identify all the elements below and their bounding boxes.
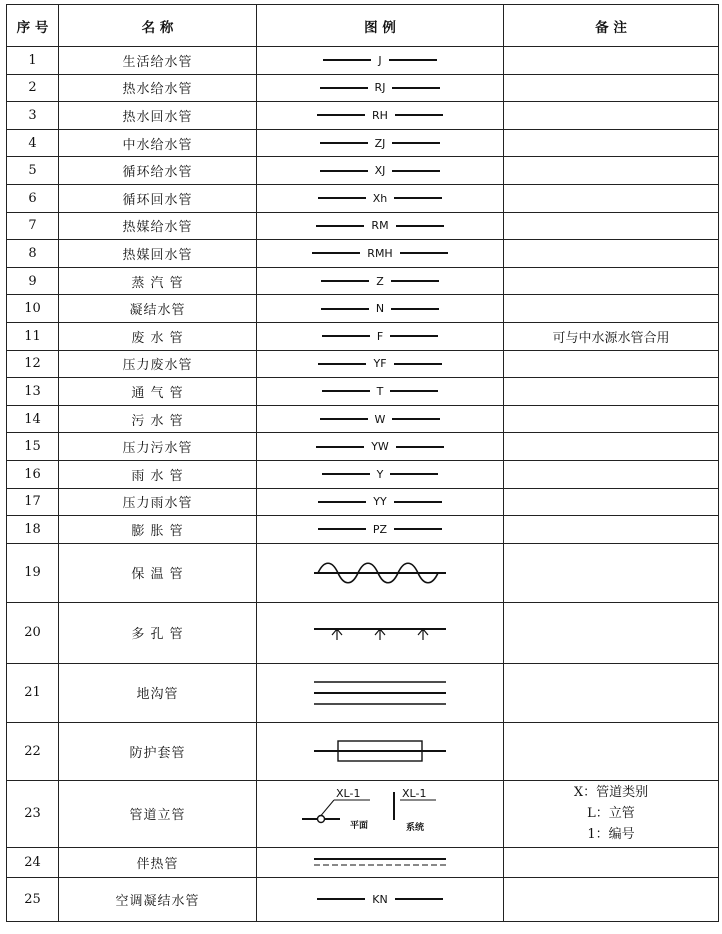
line-symbol — [257, 440, 503, 453]
line-segment-right — [391, 280, 439, 282]
pipe-code: F — [376, 329, 384, 343]
riser-pipe-symbol — [300, 786, 460, 842]
pipe-name: 空调凝结水管 — [59, 877, 257, 921]
table-row — [7, 102, 719, 130]
row-number: 2 — [7, 74, 59, 102]
symbol-cell — [257, 295, 504, 323]
table-row — [7, 350, 719, 378]
line-segment-right — [391, 308, 439, 310]
pipe-code: J — [378, 53, 382, 67]
row-number: 4 — [7, 129, 59, 157]
line-segment-left — [320, 170, 368, 172]
pipe-name: 伴热管 — [59, 847, 257, 877]
line-symbol — [257, 247, 503, 260]
line-segment-left — [322, 335, 370, 337]
note-cell — [504, 378, 719, 406]
line-segment-right — [392, 87, 440, 89]
pipe-name: 多 孔 管 — [59, 602, 257, 663]
line-symbol — [257, 468, 503, 481]
pipe-code: PZ — [372, 522, 388, 536]
line-segment-left — [312, 252, 360, 254]
symbol-cell — [257, 847, 504, 877]
row-number: 21 — [7, 663, 59, 722]
symbol-cell — [257, 157, 504, 185]
line-segment-right — [400, 252, 448, 254]
note-cell: 可与中水源水管合用 — [504, 322, 719, 350]
table-row — [7, 267, 719, 295]
line-segment-right — [395, 114, 443, 116]
symbol-cell — [257, 47, 504, 75]
table-row — [7, 460, 719, 488]
note-cell — [504, 543, 719, 602]
symbol-cell — [257, 433, 504, 461]
header-name: 名 称 — [59, 5, 257, 47]
line-segment-right — [392, 170, 440, 172]
line-segment-left — [317, 114, 365, 116]
table-row — [7, 877, 719, 921]
note-cell — [504, 516, 719, 544]
symbol-cell — [257, 516, 504, 544]
symbol-cell — [257, 102, 504, 130]
row-number: 19 — [7, 543, 59, 602]
note-cell — [504, 847, 719, 877]
table-row — [7, 157, 719, 185]
pipe-name: 循环给水管 — [59, 157, 257, 185]
perforated-pipe-symbol — [310, 618, 450, 648]
row-number: 24 — [7, 847, 59, 877]
row-number: 13 — [7, 378, 59, 406]
row-number: 18 — [7, 516, 59, 544]
row-number: 17 — [7, 488, 59, 516]
symbol-cell — [257, 212, 504, 240]
table-row — [7, 322, 719, 350]
line-segment-right — [396, 225, 444, 227]
row-number: 10 — [7, 295, 59, 323]
pipe-code: YF — [373, 357, 387, 371]
header-note: 备 注 — [504, 5, 719, 47]
symbol-cell — [257, 240, 504, 268]
note-cell — [504, 129, 719, 157]
pipe-name: 热水回水管 — [59, 102, 257, 130]
symbol-cell — [257, 780, 504, 847]
line-segment-right — [394, 501, 442, 503]
pipe-name: 管道立管 — [59, 780, 257, 847]
table-row — [7, 602, 719, 663]
line-symbol — [257, 893, 503, 906]
pipe-name: 热媒给水管 — [59, 212, 257, 240]
line-segment-left — [321, 308, 369, 310]
table-row — [7, 543, 719, 602]
table-row — [7, 847, 719, 877]
note-cell — [504, 663, 719, 722]
header-no: 序 号 — [7, 5, 59, 47]
note-cell — [504, 350, 719, 378]
line-segment-right — [394, 528, 442, 530]
line-segment-left — [318, 528, 366, 530]
pipe-code: W — [374, 412, 386, 426]
symbol-cell — [257, 488, 504, 516]
pipe-code: Z — [376, 274, 384, 288]
row-number: 12 — [7, 350, 59, 378]
pipe-code: YY — [373, 495, 387, 509]
symbol-cell — [257, 184, 504, 212]
table-row — [7, 212, 719, 240]
pipe-code: Xh — [372, 191, 388, 205]
line-segment-right — [389, 59, 437, 61]
pipe-code: N — [375, 302, 385, 316]
note-cell — [504, 295, 719, 323]
row-number: 15 — [7, 433, 59, 461]
plan-code: XL-1 — [336, 786, 361, 800]
symbol-cell — [257, 322, 504, 350]
line-segment-left — [320, 418, 368, 420]
line-symbol — [257, 275, 503, 288]
line-segment-right — [390, 473, 438, 475]
line-segment-right — [392, 142, 440, 144]
symbol-cell — [257, 405, 504, 433]
note-cell — [504, 460, 719, 488]
pipe-code: YW — [371, 440, 389, 454]
pipe-code: RMH — [367, 246, 393, 260]
line-segment-left — [320, 142, 368, 144]
table-row — [7, 780, 719, 847]
header-row — [7, 5, 719, 47]
row-number: 3 — [7, 102, 59, 130]
line-segment-left — [318, 197, 366, 199]
symbol-cell — [257, 378, 504, 406]
line-symbol — [257, 302, 503, 315]
line-symbol — [257, 54, 503, 67]
pipe-name: 废 水 管 — [59, 322, 257, 350]
table-row — [7, 378, 719, 406]
header-symbol: 图 例 — [257, 5, 504, 47]
line-segment-left — [316, 225, 364, 227]
note-cell — [504, 184, 719, 212]
pipe-name: 热水给水管 — [59, 74, 257, 102]
trench-pipe-symbol — [310, 676, 450, 710]
pipe-name: 循环回水管 — [59, 184, 257, 212]
protective-sleeve-symbol — [310, 736, 450, 766]
line-symbol — [257, 164, 503, 177]
note-cell — [504, 433, 719, 461]
pipe-code: T — [376, 384, 384, 398]
pipe-name: 生活给水管 — [59, 47, 257, 75]
symbol-cell — [257, 74, 504, 102]
row-number: 1 — [7, 47, 59, 75]
pipe-code: RJ — [374, 81, 386, 95]
pipe-name: 污 水 管 — [59, 405, 257, 433]
pipe-code: RH — [372, 108, 388, 122]
row-number: 8 — [7, 240, 59, 268]
note-line: L：立管 — [587, 806, 635, 822]
row-number: 16 — [7, 460, 59, 488]
symbol-cell — [257, 129, 504, 157]
table-row — [7, 184, 719, 212]
symbol-cell — [257, 350, 504, 378]
table-row — [7, 295, 719, 323]
pipe-name: 压力雨水管 — [59, 488, 257, 516]
line-segment-right — [395, 898, 443, 900]
line-segment-right — [390, 335, 438, 337]
line-segment-left — [318, 501, 366, 503]
line-symbol — [257, 81, 503, 94]
note-cell — [504, 74, 719, 102]
note-cell — [504, 240, 719, 268]
table-row — [7, 129, 719, 157]
pipe-name: 压力污水管 — [59, 433, 257, 461]
pipe-name: 蒸 汽 管 — [59, 267, 257, 295]
pipe-name: 防护套管 — [59, 722, 257, 780]
symbol-cell — [257, 722, 504, 780]
line-segment-left — [322, 473, 370, 475]
note-cell — [504, 102, 719, 130]
table-row — [7, 405, 719, 433]
note-cell — [504, 780, 719, 847]
row-number: 20 — [7, 602, 59, 663]
line-symbol — [257, 137, 503, 150]
table-row — [7, 722, 719, 780]
pipe-name: 压力废水管 — [59, 350, 257, 378]
insulated-pipe-symbol — [310, 558, 450, 588]
pipe-name: 通 气 管 — [59, 378, 257, 406]
table-row — [7, 516, 719, 544]
heat-tracing-pipe-symbol — [310, 854, 450, 870]
note-cell — [504, 602, 719, 663]
line-segment-right — [390, 390, 438, 392]
row-number: 9 — [7, 267, 59, 295]
system-code: XL-1 — [402, 786, 427, 800]
note-cell — [504, 722, 719, 780]
pipe-code: Y — [376, 467, 384, 481]
pipe-name: 中水给水管 — [59, 129, 257, 157]
table-row — [7, 240, 719, 268]
line-segment-left — [318, 363, 366, 365]
line-symbol — [257, 413, 503, 426]
row-number: 23 — [7, 780, 59, 847]
plan-label: 平面 — [350, 820, 369, 831]
pipe-code: KN — [372, 892, 388, 906]
symbol-cell — [257, 602, 504, 663]
note-cell — [504, 405, 719, 433]
line-segment-right — [394, 197, 442, 199]
line-segment-right — [392, 418, 440, 420]
pipe-name: 地沟管 — [59, 663, 257, 722]
pipe-name: 膨 胀 管 — [59, 516, 257, 544]
pipe-code: XJ — [374, 164, 386, 178]
pipe-code: RM — [371, 219, 389, 233]
pipe-name: 雨 水 管 — [59, 460, 257, 488]
line-segment-right — [396, 446, 444, 448]
note-cell — [504, 488, 719, 516]
note-line: X：管道类别 — [573, 785, 649, 801]
row-number: 14 — [7, 405, 59, 433]
row-number: 5 — [7, 157, 59, 185]
row-number: 11 — [7, 322, 59, 350]
line-segment-left — [317, 898, 365, 900]
table-row — [7, 47, 719, 75]
table-row — [7, 663, 719, 722]
row-number: 22 — [7, 722, 59, 780]
line-segment-left — [316, 446, 364, 448]
line-segment-left — [323, 59, 371, 61]
line-segment-left — [320, 87, 368, 89]
row-number: 7 — [7, 212, 59, 240]
pipe-name: 凝结水管 — [59, 295, 257, 323]
row-number: 6 — [7, 184, 59, 212]
line-symbol — [257, 192, 503, 205]
symbol-cell — [257, 543, 504, 602]
note-cell — [504, 267, 719, 295]
pipe-code: ZJ — [374, 136, 386, 150]
note-cell — [504, 157, 719, 185]
note-cell — [504, 47, 719, 75]
system-label: 系统 — [406, 822, 425, 833]
table-row — [7, 488, 719, 516]
table-row — [7, 433, 719, 461]
pipe-name: 热媒回水管 — [59, 240, 257, 268]
symbol-cell — [257, 663, 504, 722]
symbol-cell — [257, 460, 504, 488]
line-symbol — [257, 357, 503, 370]
pipe-name: 保 温 管 — [59, 543, 257, 602]
table-row — [7, 74, 719, 102]
line-segment-left — [322, 390, 370, 392]
line-symbol — [257, 385, 503, 398]
line-symbol — [257, 330, 503, 343]
symbol-cell — [257, 267, 504, 295]
line-symbol — [257, 523, 503, 536]
row-number: 25 — [7, 877, 59, 921]
line-symbol — [257, 495, 503, 508]
riser-circle — [318, 815, 325, 822]
note-cell — [504, 212, 719, 240]
line-segment-left — [321, 280, 369, 282]
pipe-legend-table — [6, 4, 719, 922]
symbol-cell — [257, 877, 504, 921]
line-segment-right — [394, 363, 442, 365]
note-cell — [504, 877, 719, 921]
line-symbol — [257, 219, 503, 232]
note-line: 1：编号 — [587, 827, 635, 843]
line-symbol — [257, 109, 503, 122]
